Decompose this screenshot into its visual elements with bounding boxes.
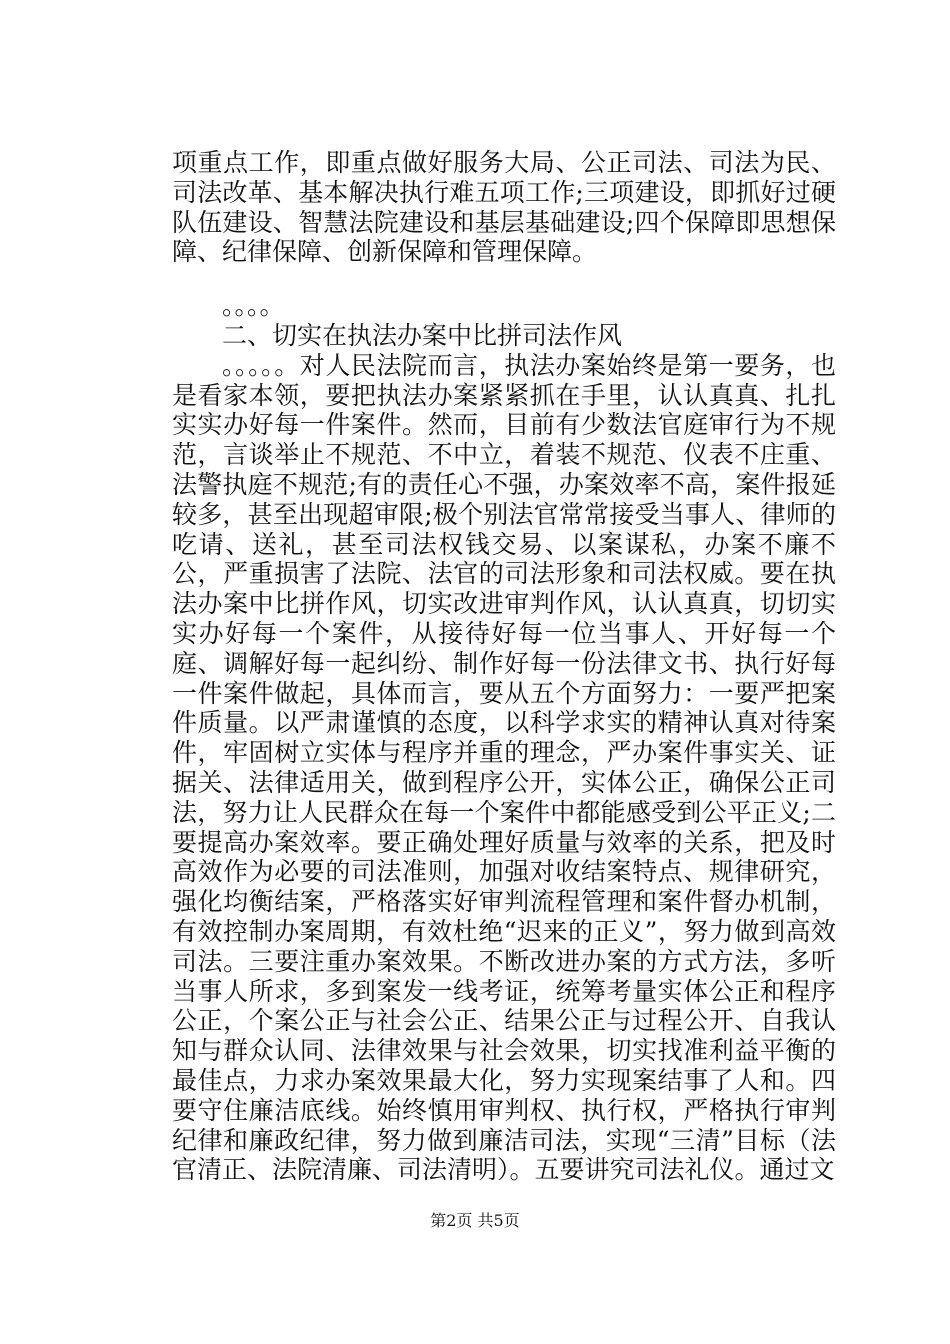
ellipsis-line: 。。。。: [222, 291, 285, 321]
paragraph-2: 。。。。。对人民法院而言，执法办案始终是第一要务，也是看家本领，要把执法办案紧紧抓在手里，认认真真、扎扎实实办好每一件案件。然而，目前有少数法官庭审行为不规范，言谈举止不规范、不中立，着装不规范、仪表不庄重、法警执庭不规范;有的责任心不强，办案效率不高，案件报延较多，甚至出现超审限;极个别法官常常接受当事人、律师的吃请、送礼，甚至司法权钱交易、以案谋私，办案不廉不公，严重损害了法院、法官的司法形象和司法权威。要在执法办案中比拼作风，切实改进审判作风，认认真真，切切实实办好每一个案件，从接待好每一位当事人、开好每一个庭、调解好每一起纠纷、制作好每一份法律文书、执行好每一件案件做起，具体而言，要从五个方面努力：一要严把案件质量。以严肃谨慎的态度，以科学求实的精神认真对待案件，牢固树立实体与程序并重的理念，严办案件事实关、证据关、法律适用关，做到程序公开，实体公正，确保公正司法，努力让人民群众在每一个案件中都能感受到公平正义;二要提高办案效率。要正确处理好质量与效率的关系，把及时高效作为必要的司法准则，加强对收结案特点、规律研究，强化均衡结案，严格落实好审判流程管理和案件督办机制，有效控制办案周期，有效杜绝“迟来的正义”，努力做到高效司法。三要注重办案效果。不断改进办案的方式方法，多听当事人所求，多到案发一线考证，统筹考量实体公正和程序公正，个案公正与社会公正、结果公正与过程公开、自我认知与群众认同、法律效果与社会效果，切实找准利益平衡的最佳点，力求办案效果最大化，努力实现案结事了人和。四要守住廉洁底线。始终慎用审判权、执行权，严格执行审判纪律和廉政纪律，努力做到廉洁司法，实现“三清”目标（法官清正、法院清廉、司法清明）。五要讲究司法礼仪。通过文: [172, 350, 836, 1185]
page-number-footer: 第2页 共5页: [430, 1211, 520, 1230]
document-body: [172, 148, 836, 1185]
section-heading-2: 二、切实在执法办案中比拼司法作风: [222, 320, 623, 350]
paragraph-gap: [172, 267, 836, 291]
paragraph-1: 项重点工作，即重点做好服务大局、公正司法、司法为民、司法改革、基本解决执行难五项工作;三项建设，即抓好过硬队伍建设、智慧法院建设和基层基础建设;四个保障即思想保障、纪律保障、创新保障和管理保障。: [172, 148, 836, 267]
